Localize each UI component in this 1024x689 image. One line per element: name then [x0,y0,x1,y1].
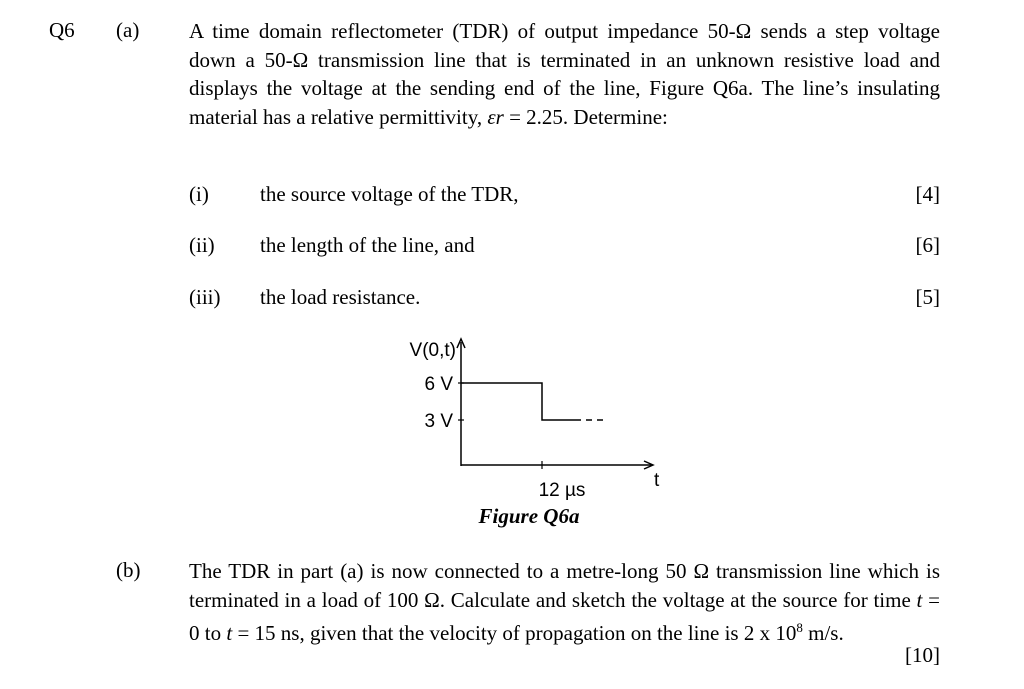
part-b-text-4: m/s. [802,621,844,646]
item-iii-text: the load resistance. [260,285,421,309]
item-ii-mark: [6] [915,233,940,257]
item-i-text: the source voltage of the TDR, [260,182,519,206]
y-tick-label-6v: 6 V [424,374,453,395]
part-b-exponent: 8 [796,620,803,636]
item-iii-label: (iii) [189,285,221,309]
part-b-t-var-2: t [226,621,233,646]
part-b-t-var-1: t [916,587,923,612]
waveform-solid [461,383,575,420]
part-a-text-2: = 2.25. Determine: [503,104,668,129]
part-a-paragraph [189,17,940,131]
item-i-label: (i) [189,182,209,206]
x-axis-label: t [654,470,660,491]
item-iii-mark: [5] [915,285,940,309]
part-b-label: (b) [116,558,141,582]
item-ii-label: (ii) [189,233,215,257]
x-tick-label-12us: 12 µs [538,480,586,500]
part-b-text-1: The TDR in part (a) is now connected to a metre-long 50 Ω transmission line which is terminated in a load of 100 Ω. Calculate and sketch the voltage at the source for time [189,559,940,612]
epsilon-symbol: εr [487,104,504,129]
part-b-mark: [10] [905,643,940,667]
part-a-label: (a) [116,18,140,42]
part-a-text-1: A time domain reflectometer (TDR) of output impedance 50-Ω sends a step voltage down a 50-Ω transmission line that is terminated in an unknown resistive load and displays the voltage at the sending end of the line, Figure Q6a. The line’s insulating material has a relative permittivity, [189,19,940,129]
figure-q6a [380,330,680,500]
y-tick-label-3v: 3 V [424,411,453,432]
part-b-text-2: = 0 to [189,587,940,646]
figure-caption: Figure Q6a [478,504,580,528]
question-number: Q6 [49,18,75,42]
y-axis-label: V(0,t) [409,340,456,361]
part-b-text-3: = 15 ns, given that the velocity of propagation on the line is 2 x 10 [232,621,797,646]
item-i-mark: [4] [915,182,940,206]
item-ii-text: the length of the line, and [260,233,475,257]
part-b-paragraph [189,557,940,648]
